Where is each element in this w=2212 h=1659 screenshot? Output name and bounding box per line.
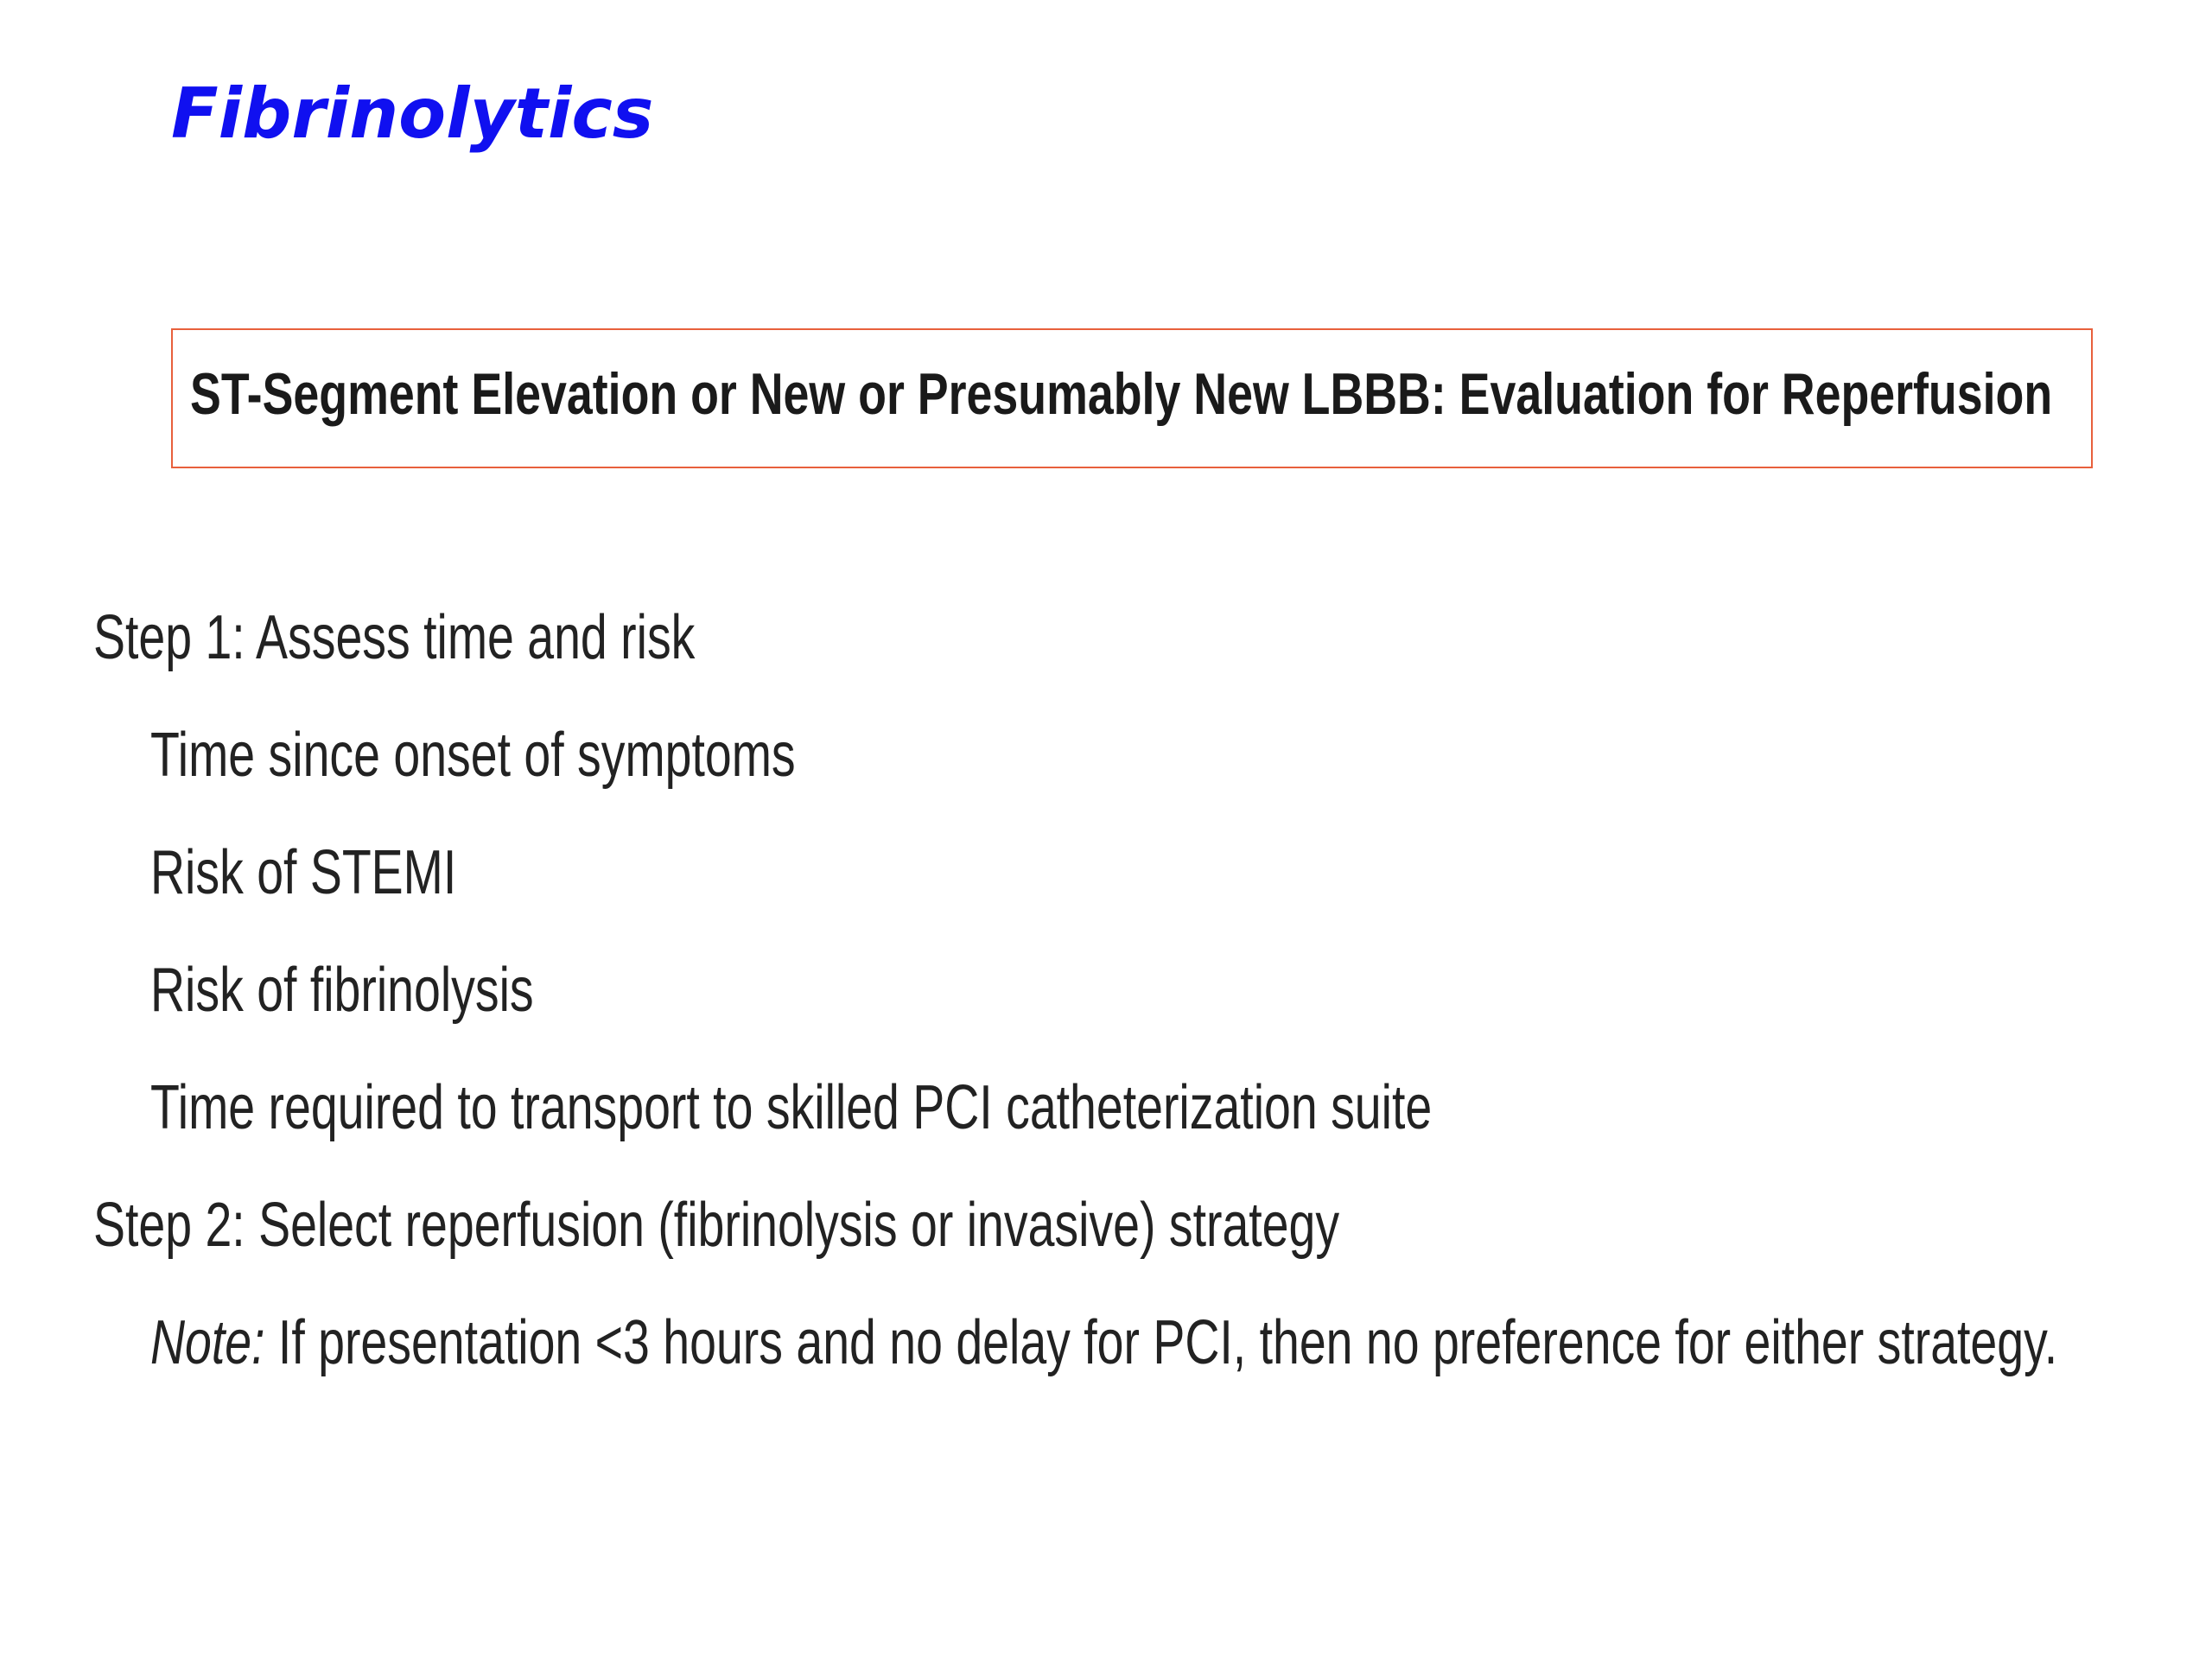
step-1-item-risk-of-fibrinolysis: Risk of fibrinolysis <box>150 956 534 1025</box>
step-1-item-time-since-onset: Time since onset of symptoms <box>150 721 796 790</box>
note-text: If presentation <3 hours and no delay for PCI, then no preference for either strategy. <box>264 1308 2058 1377</box>
note-label: Note: <box>150 1308 265 1377</box>
header-box <box>171 328 2093 468</box>
step-2-note <box>150 1308 2058 1377</box>
step-1-item-risk-of-stemi: Risk of STEMI <box>150 838 457 907</box>
step-1-item-transport-time: Time required to transport to skilled PCI catheterization suite <box>150 1073 1433 1142</box>
page-title: Fibrinolytics <box>171 73 654 154</box>
step-2-label: Step 2: Select reperfusion (fibrinolysis or invasive) strategy <box>93 1191 1340 1260</box>
header-box-text: ST-Segment Elevation or New or Presumably New LBBB: Evaluation for Reperfusion <box>190 361 2053 427</box>
step-1-label: Step 1: Assess time and risk <box>93 603 696 672</box>
